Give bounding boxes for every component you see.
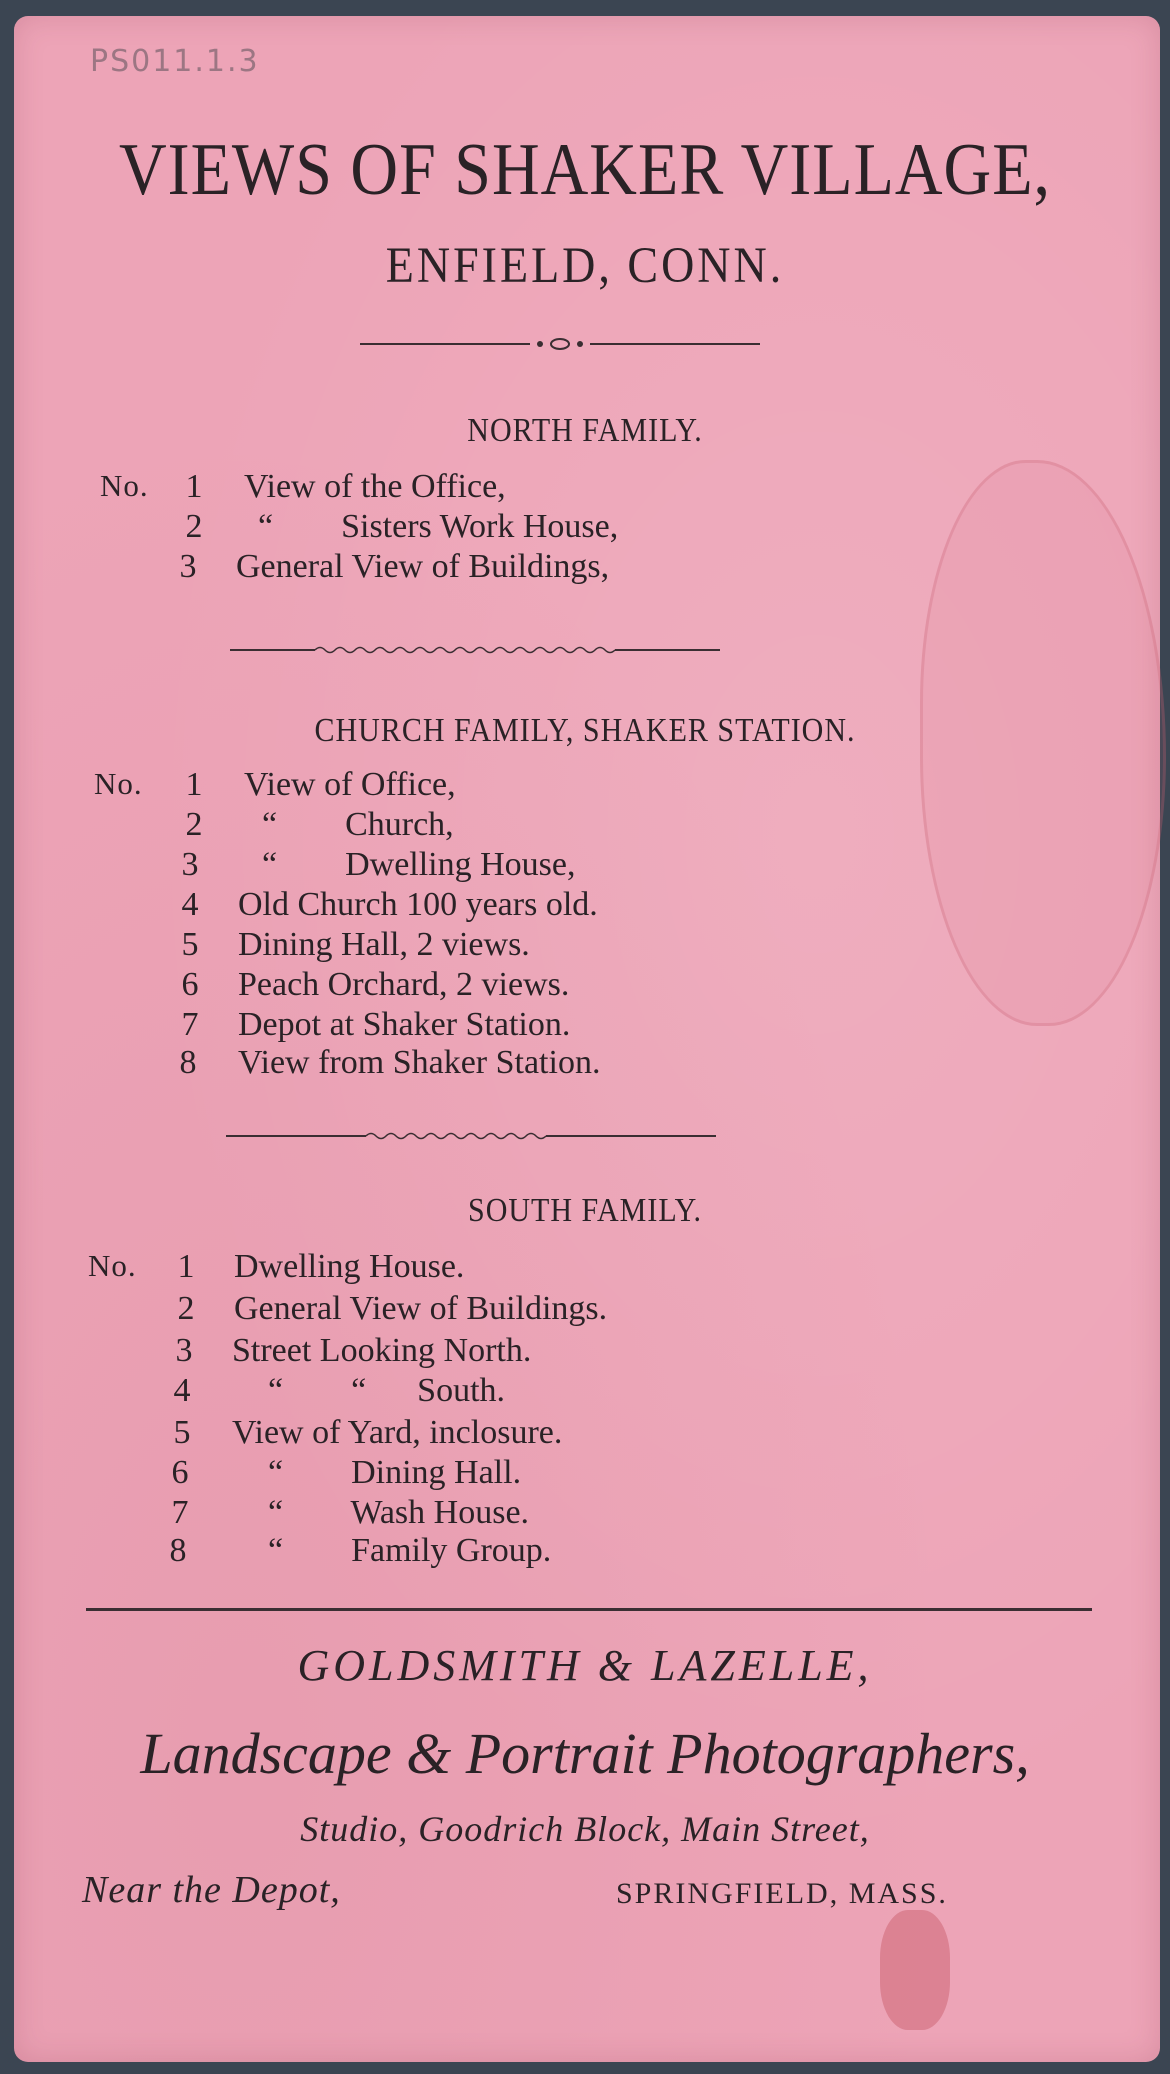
item-number: 7 xyxy=(171,1494,189,1531)
item-label: Old Church 100 years old. xyxy=(238,886,598,923)
item-number: 5 xyxy=(181,926,199,963)
item-number: 5 xyxy=(173,1414,191,1451)
item-label: “ Family Group. xyxy=(268,1532,552,1569)
north-family-heading: NORTH FAMILY. xyxy=(467,412,703,449)
footer-divider xyxy=(86,1608,1092,1611)
list-item xyxy=(0,846,1170,886)
item-number: 1 xyxy=(185,766,203,803)
item-label: View of Yard, inclosure. xyxy=(232,1414,563,1451)
item-number: 3 xyxy=(181,846,199,883)
ink-stain xyxy=(880,1910,950,2030)
item-label: General View of Buildings, xyxy=(236,548,610,585)
item-label: View from Shaker Station. xyxy=(238,1044,601,1081)
item-label: “ Church, xyxy=(262,806,454,843)
list-item xyxy=(0,508,1170,548)
item-label: Dining Hall, 2 views. xyxy=(238,926,530,963)
item-label: Depot at Shaker Station. xyxy=(238,1006,571,1043)
item-label: “ Dining Hall. xyxy=(268,1454,522,1491)
list-item xyxy=(0,1494,1170,1534)
church-family-heading: CHURCH FAMILY, SHAKER STATION. xyxy=(314,712,856,749)
list-item xyxy=(0,766,1170,806)
card-subtitle: ENFIELD, CONN. xyxy=(385,237,785,294)
list-item xyxy=(0,966,1170,1006)
section-wave-divider xyxy=(226,1128,716,1144)
card-title: VIEWS OF SHAKER VILLAGE, xyxy=(118,129,1052,211)
item-label: Dwelling House. xyxy=(234,1248,465,1285)
list-item xyxy=(0,1290,1170,1330)
item-label: General View of Buildings. xyxy=(234,1290,608,1327)
item-number: 7 xyxy=(181,1006,199,1043)
studio-address: Studio, Goodrich Block, Main Street, xyxy=(300,1809,870,1849)
item-number: 2 xyxy=(185,806,203,843)
studio-location-note: Near the Depot, xyxy=(82,1869,341,1911)
item-number: 8 xyxy=(179,1044,197,1081)
list-item xyxy=(0,806,1170,846)
south-family-heading: SOUTH FAMILY. xyxy=(468,1192,702,1229)
item-number: 8 xyxy=(169,1532,187,1569)
number-label: No. xyxy=(100,468,149,503)
item-number: 4 xyxy=(181,886,199,923)
list-item xyxy=(0,468,1170,508)
list-item xyxy=(0,1332,1170,1372)
studio-tagline: Landscape & Portrait Photographers, xyxy=(140,1721,1030,1786)
list-item xyxy=(0,1414,1170,1454)
item-number: 1 xyxy=(177,1248,195,1285)
studio-firm-name: GOLDSMITH & LAZELLE, xyxy=(297,1641,873,1690)
number-label: No. xyxy=(94,766,143,801)
item-label: Peach Orchard, 2 views. xyxy=(238,966,570,1003)
item-label: View of the Office, xyxy=(244,468,506,505)
list-item xyxy=(0,1372,1170,1412)
list-item xyxy=(0,1454,1170,1494)
number-label: No. xyxy=(88,1248,137,1283)
list-item xyxy=(0,1248,1170,1288)
item-number: 3 xyxy=(179,548,197,585)
list-item xyxy=(0,926,1170,966)
item-label: “ Dwelling House, xyxy=(262,846,576,883)
title-ornament-divider xyxy=(360,332,760,356)
item-label: View of Office, xyxy=(244,766,456,803)
item-label: “ “ South. xyxy=(268,1372,506,1409)
pencil-catalog-note: PS011.1.3 xyxy=(90,44,260,79)
list-item xyxy=(0,548,1170,588)
item-number: 6 xyxy=(181,966,199,1003)
list-item xyxy=(0,886,1170,926)
item-number: 1 xyxy=(185,468,203,505)
item-label: “ Wash House. xyxy=(268,1494,530,1531)
item-number: 2 xyxy=(185,508,203,545)
item-number: 6 xyxy=(171,1454,189,1491)
item-number: 4 xyxy=(173,1372,191,1409)
list-item xyxy=(0,1006,1170,1046)
list-item xyxy=(0,1532,1170,1572)
studio-city: SPRINGFIELD, MASS. xyxy=(616,1877,948,1910)
item-number: 3 xyxy=(175,1332,193,1369)
item-number: 2 xyxy=(177,1290,195,1327)
item-label: Street Looking North. xyxy=(232,1332,532,1369)
item-label: “ Sisters Work House, xyxy=(258,508,619,545)
section-wave-divider xyxy=(230,642,720,658)
list-item xyxy=(0,1044,1170,1084)
